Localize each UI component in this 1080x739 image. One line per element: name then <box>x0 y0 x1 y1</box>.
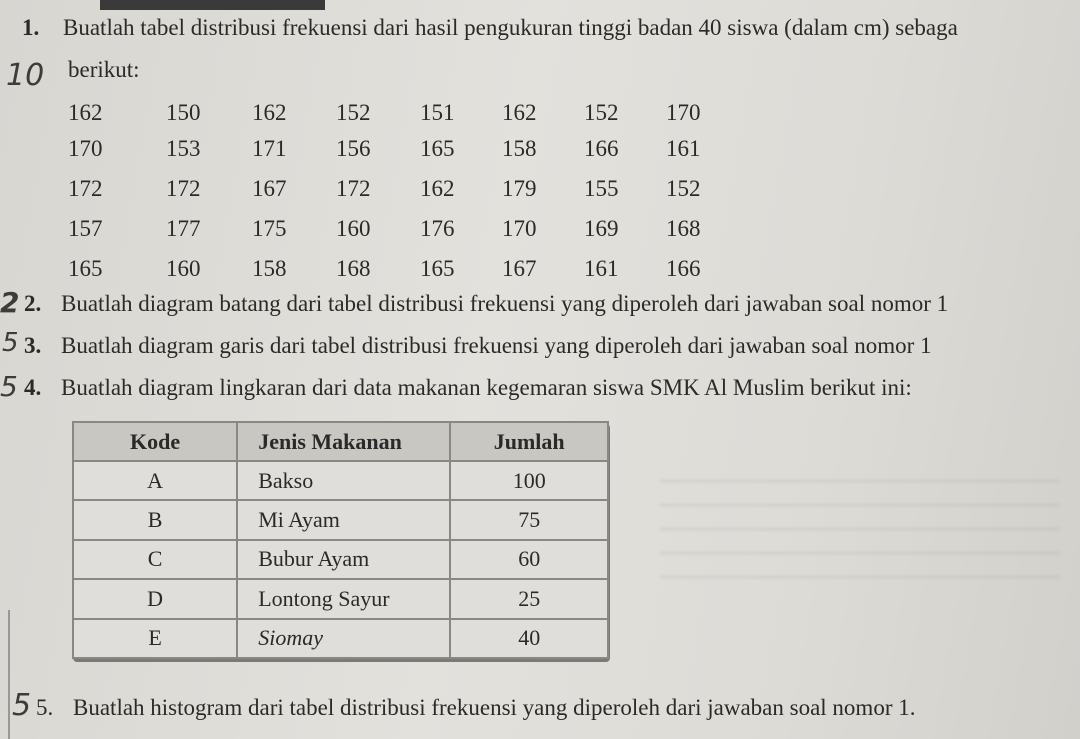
cell-kode: E <box>73 619 237 658</box>
cell-kode: D <box>73 579 237 618</box>
data-cell: 170 <box>68 136 103 161</box>
cell-kode: B <box>73 500 237 539</box>
table-row <box>73 579 608 618</box>
data-cell: 167 <box>502 256 537 281</box>
data-cell: 158 <box>252 256 287 281</box>
data-cell: 168 <box>666 216 701 241</box>
food-preference-table <box>72 421 609 659</box>
question-1-line-1 <box>22 14 958 42</box>
table-header-row <box>73 422 608 461</box>
question-4-text: Buatlah diagram lingkaran dari data makanan kegemaran siswa SMK Al Muslim berikut ini: <box>61 375 912 400</box>
top-edge-bar <box>100 0 325 10</box>
cell-jumlah: 100 <box>450 461 608 500</box>
question-1-text: Buatlah tabel distribusi frekuensi dari hasil pengukuran tinggi badan 40 siswa (dalam cm) sebaga <box>63 15 958 40</box>
data-cell: 157 <box>68 216 103 241</box>
food-table <box>72 421 609 659</box>
table-row <box>73 500 608 539</box>
data-cell: 162 <box>420 176 455 201</box>
handwritten-mark-q4: 5 <box>0 370 18 403</box>
data-cell: 176 <box>420 216 455 241</box>
question-2-number: 2. <box>24 291 42 316</box>
data-cell: 167 <box>252 176 287 201</box>
header-kode: Kode <box>73 422 237 461</box>
data-cell: 172 <box>336 176 371 201</box>
question-1-continuation: berikut: <box>68 57 140 82</box>
data-cell: 161 <box>584 256 619 281</box>
data-row <box>68 174 728 204</box>
data-cell: 162 <box>68 100 103 125</box>
margin-line <box>8 610 10 739</box>
data-cell: 165 <box>420 256 455 281</box>
question-4 <box>24 374 912 402</box>
cell-jenis: Siomay <box>237 619 450 658</box>
cell-jumlah: 60 <box>450 540 608 579</box>
data-cell: 152 <box>666 176 701 201</box>
cell-jenis: Bakso <box>237 461 450 500</box>
question-2-text: Buatlah diagram batang dari tabel distribusi frekuensi yang diperoleh dari jawaban soal nomor 1 <box>61 291 949 316</box>
data-cell: 171 <box>252 136 287 161</box>
cell-kode: C <box>73 540 237 579</box>
table-row <box>73 619 608 658</box>
data-cell: 177 <box>166 216 201 241</box>
data-cell: 156 <box>336 136 371 161</box>
data-cell: 172 <box>68 176 103 201</box>
data-cell: 165 <box>420 136 455 161</box>
data-cell: 166 <box>584 136 619 161</box>
data-cell: 151 <box>420 100 455 125</box>
data-cell: 158 <box>502 136 537 161</box>
data-cell: 179 <box>502 176 537 201</box>
data-cell: 152 <box>584 100 619 125</box>
handwritten-mark-q1: 10 <box>6 58 45 93</box>
data-row <box>68 254 728 284</box>
data-cell: 165 <box>68 256 103 281</box>
question-5-number: 5. <box>36 695 54 720</box>
cell-jumlah: 75 <box>450 500 608 539</box>
question-3-text: Buatlah diagram garis dari tabel distribusi frekuensi yang diperoleh dari jawaban soal nomor 1 <box>61 333 932 358</box>
table-row <box>73 461 608 500</box>
cell-jenis: Lontong Sayur <box>237 579 450 618</box>
handwritten-mark-q2: 2 <box>0 286 20 319</box>
cell-jumlah: 40 <box>450 619 608 658</box>
handwritten-mark-q3: 5 <box>2 328 19 358</box>
data-row <box>68 214 728 244</box>
cell-jenis: Mi Ayam <box>237 500 450 539</box>
question-3-number: 3. <box>24 333 42 358</box>
data-cell: 166 <box>666 256 701 281</box>
data-cell: 160 <box>166 256 201 281</box>
question-1-number: 1. <box>22 15 40 40</box>
data-cell: 153 <box>166 136 201 161</box>
handwritten-mark-q5: 5 <box>12 688 32 723</box>
header-jenis-makanan: Jenis Makanan <box>237 422 450 461</box>
data-cell: 175 <box>252 216 287 241</box>
cell-jumlah: 25 <box>450 579 608 618</box>
data-cell: 170 <box>666 100 701 125</box>
question-3 <box>24 332 932 360</box>
data-cell: 155 <box>584 176 619 201</box>
table-row <box>73 540 608 579</box>
data-cell: 161 <box>666 136 701 161</box>
question-1-line-2 <box>68 56 140 84</box>
header-jumlah: Jumlah <box>450 422 608 461</box>
data-cell: 160 <box>336 216 371 241</box>
question-2 <box>24 290 948 318</box>
data-cell: 168 <box>336 256 371 281</box>
data-cell: 172 <box>166 176 201 201</box>
data-cell: 162 <box>252 100 287 125</box>
data-row <box>68 134 728 164</box>
bleed-through-text <box>660 470 1060 600</box>
cell-kode: A <box>73 461 237 500</box>
question-4-number: 4. <box>24 375 42 400</box>
cell-jenis: Bubur Ayam <box>237 540 450 579</box>
data-cell: 150 <box>166 100 201 125</box>
question-5 <box>36 694 915 722</box>
data-cell: 152 <box>336 100 371 125</box>
data-cell: 162 <box>502 100 537 125</box>
data-cell: 169 <box>584 216 619 241</box>
data-cell: 170 <box>502 216 537 241</box>
data-row <box>68 98 728 128</box>
question-5-text: Buatlah histogram dari tabel distribusi frekuensi yang diperoleh dari jawaban soal nomor 1. <box>73 695 916 720</box>
